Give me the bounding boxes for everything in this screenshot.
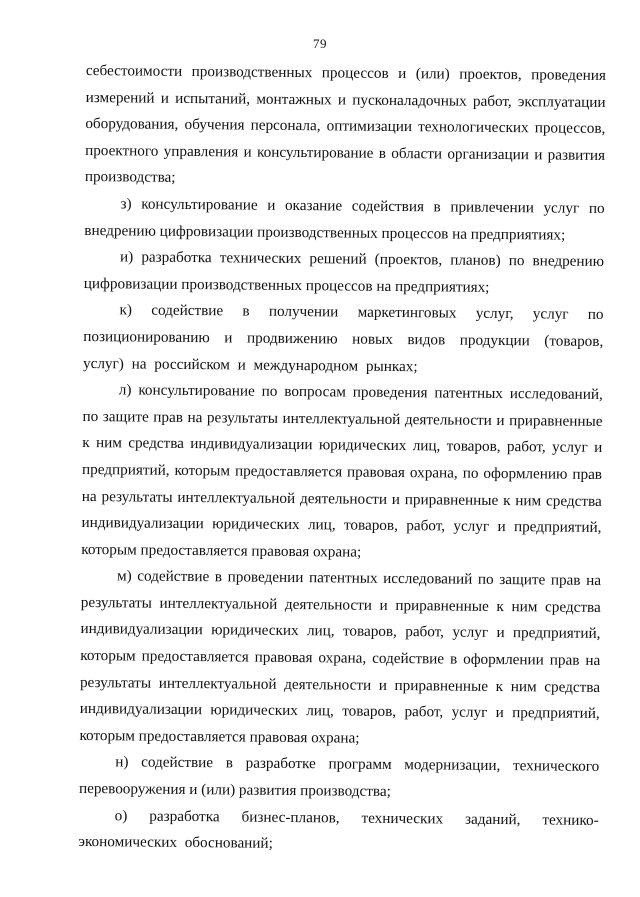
document-body <box>78 58 606 861</box>
page-number: 79 <box>313 36 327 51</box>
paragraph-item-i: и) разработка технических решений (проектов, планов) по внедрению цифровизации производственных процессов на предприятиях; <box>83 248 605 296</box>
paragraph-item-k: к) содействие в получении маркетинговых услуг, услуг по позиционированию и продвижению новых видов продукции (товаров, услуг) на российском и международном рынках; <box>82 301 604 375</box>
paragraph-item-l: л) консультирование по вопросам проведения патентных исследований, по защите прав на результаты интеллектуальной деятельности и приравненные к ним средства индивидуализации юридических лиц, товаров, работ, услуг и предприятий, которым предоставляется правовая охрана, по оформлению прав на результаты интеллектуальной деятельности и приравненные к ним средства индивидуализации юридических лиц, товаров, работ, услуг и предприятий, которым предоставляется правовая охрана; <box>81 381 603 561</box>
paragraph-continuation: себестоимости производственных процессов и (или) проектов, проведения измерений и испытаний, монтажных и пусконаладочных работ, эксплуатации оборудования, обучения персонала, оптимизации технологических процессов, проектного управления и консультирование в области организации и развития производства; <box>84 61 606 187</box>
paragraph-item-z: з) консультирование и оказание содействия в привлечении услуг по внедрению цифровизации производственных процессов на предприятиях; <box>84 195 605 244</box>
paragraph-item-n: н) содействие в разработке программ модернизации, технического перевооружения и (или) развития производства; <box>78 753 600 800</box>
paragraph-item-m: м) содействие в проведении патентных исследований по защите прав на результаты интеллектуальной деятельности и приравненные к ним средства индивидуализации юридических лиц, товаров, работ, услуг и предприятий, которым предоставляется правовая охрана, содействие в оформлении прав на результаты интеллектуальной деятельности и приравненные к ним средства индивидуализации юридических лиц, товаров, работ, услуг и предприятий, которым предоставляется правовая охрана; <box>79 567 602 747</box>
paragraph-item-o: о) разработка бизнес-планов, технических заданий, технико-экономических обоснований; <box>78 806 599 853</box>
